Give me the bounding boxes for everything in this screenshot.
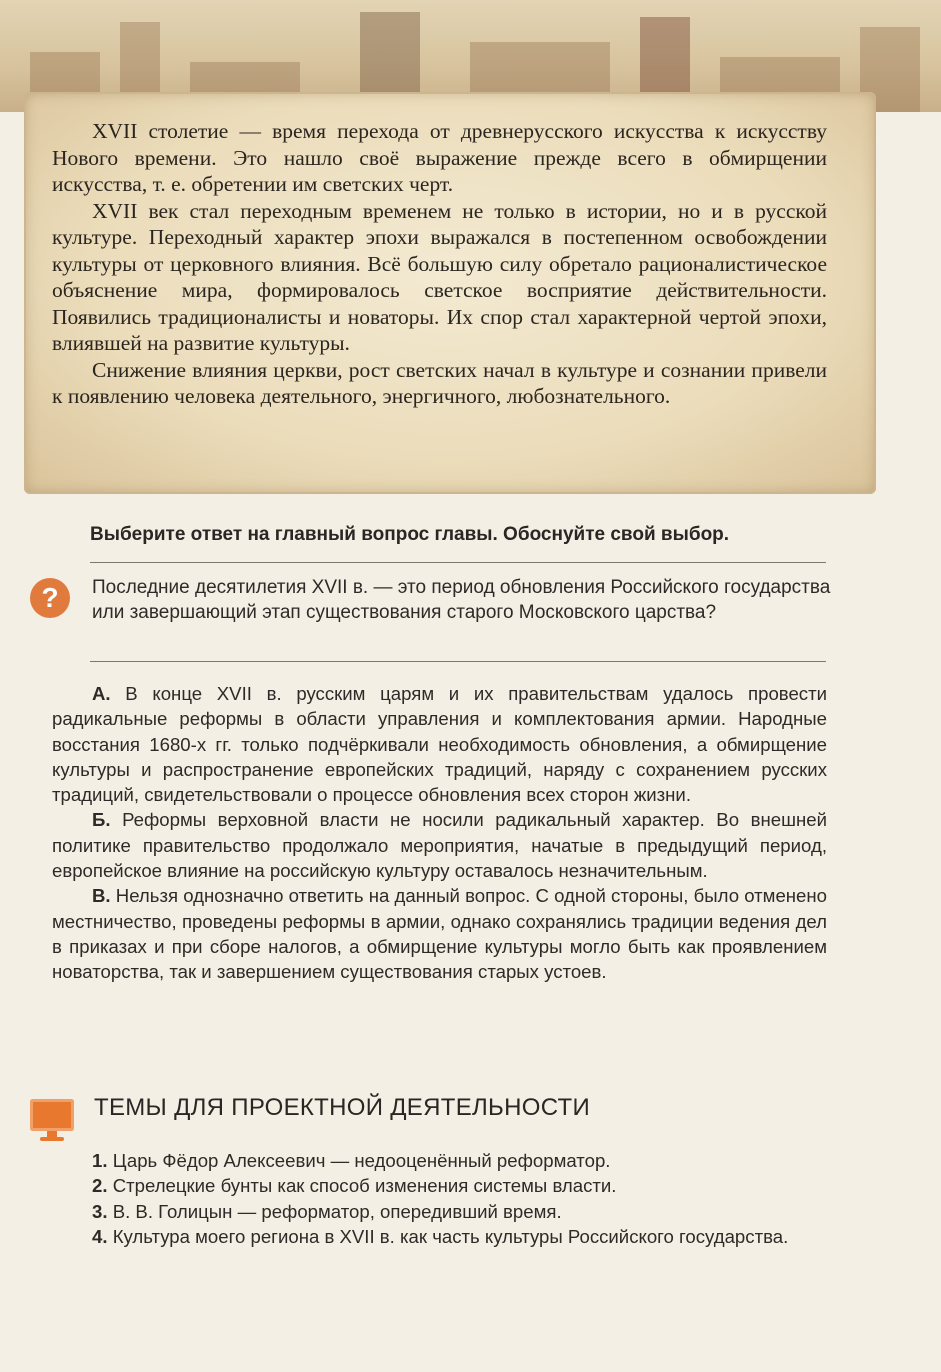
answer-text: Реформы верховной власти не носили радикальный характер. Во внешней политике правительство продолжало мероприятия, начатые в предыдущий период, европейское влияние на российскую культуру оставалось незначительным. (52, 809, 827, 882)
item-number: 2. (92, 1175, 108, 1197)
divider (90, 562, 826, 563)
monitor-icon (28, 1097, 76, 1145)
list-item (52, 1173, 827, 1198)
answer-text: В конце XVII в. русским царям и их правительствам удалось провести радикальные реформы в области управления и комплектования армии. Народные восстания 1680-х гг. только подчёркивали необходимость обновления, а обмирщение культуры и распространение европейских традиций, наряду с сохранением русских традиций, свидетельствовали о процессе обновления всех сторон жизни. (52, 683, 827, 806)
list-item (52, 1224, 827, 1249)
intro-paragraph: XVII столетие — время перехода от древнерусского искусства к искусству Нового времени. Это нашло своё выражение прежде всего в обмирщении искусства, т. е. обретении им светских черт. (52, 119, 827, 196)
project-topics-list (52, 1148, 827, 1249)
main-question: Последние десятилетия XVII в. — это период обновления Российского государства или завершающий этап существования старого Московского царства? (92, 577, 831, 623)
answer-option-v (52, 883, 827, 984)
item-number: 3. (92, 1200, 108, 1222)
question-icon: ? (30, 578, 70, 618)
answer-letter: А. (92, 683, 111, 704)
item-text: В. В. Голицын — реформатор, опередивший время. (112, 1200, 562, 1222)
intro-text (52, 118, 827, 410)
item-text: Царь Фёдор Алексеевич — недооценённый реформатор. (112, 1150, 611, 1171)
answer-text: Нельзя однозначно ответить на данный вопрос. С одной стороны, было отменено местничество, проведены реформы в армии, однако сохранялись традиции ведения дел в приказах и при сборе налогов, а обмирщение культуры могло быть как проявлением новаторства, так и завершением существования старых устоев. (52, 885, 828, 983)
intro-paragraph: Снижение влияния церкви, рост светских начал в культуре и сознании привели к появлению человека деятельного, энергичного, любознательного. (52, 357, 827, 408)
item-number: 4. (92, 1225, 108, 1247)
answer-letter: В. (92, 885, 111, 907)
divider (90, 661, 826, 662)
intro-paragraph: XVII век стал переходным временем не только в истории, но и в русской культуре. Переходный характер эпохи выражался в постепенном освобождении культуры от церковного влияния. Всё большую силу обретало рационалистическое объяснение мира, формировалось светское восприятие действительности. Появились традиционалисты и новаторы. Их спор стал характерной чертой эпохи, влиявшей на развитие культуры. (52, 198, 827, 355)
item-number: 1. (92, 1150, 108, 1171)
item-text: Культура моего региона в XVII в. как часть культуры Российского государства. (112, 1225, 789, 1247)
answer-options (52, 681, 827, 985)
list-item (52, 1148, 827, 1173)
answer-letter: Б. (92, 809, 111, 831)
item-text: Стрелецкие бунты как способ изменения системы власти. (112, 1175, 617, 1197)
answer-option-b (52, 807, 827, 883)
task-heading: Выберите ответ на главный вопрос главы. Обоснуйте свой выбор. (90, 524, 730, 545)
answer-option-a (52, 681, 827, 807)
list-item (52, 1199, 827, 1224)
projects-title: ТЕМЫ ДЛЯ ПРОЕКТНОЙ ДЕЯТЕЛЬНОСТИ (94, 1094, 591, 1121)
